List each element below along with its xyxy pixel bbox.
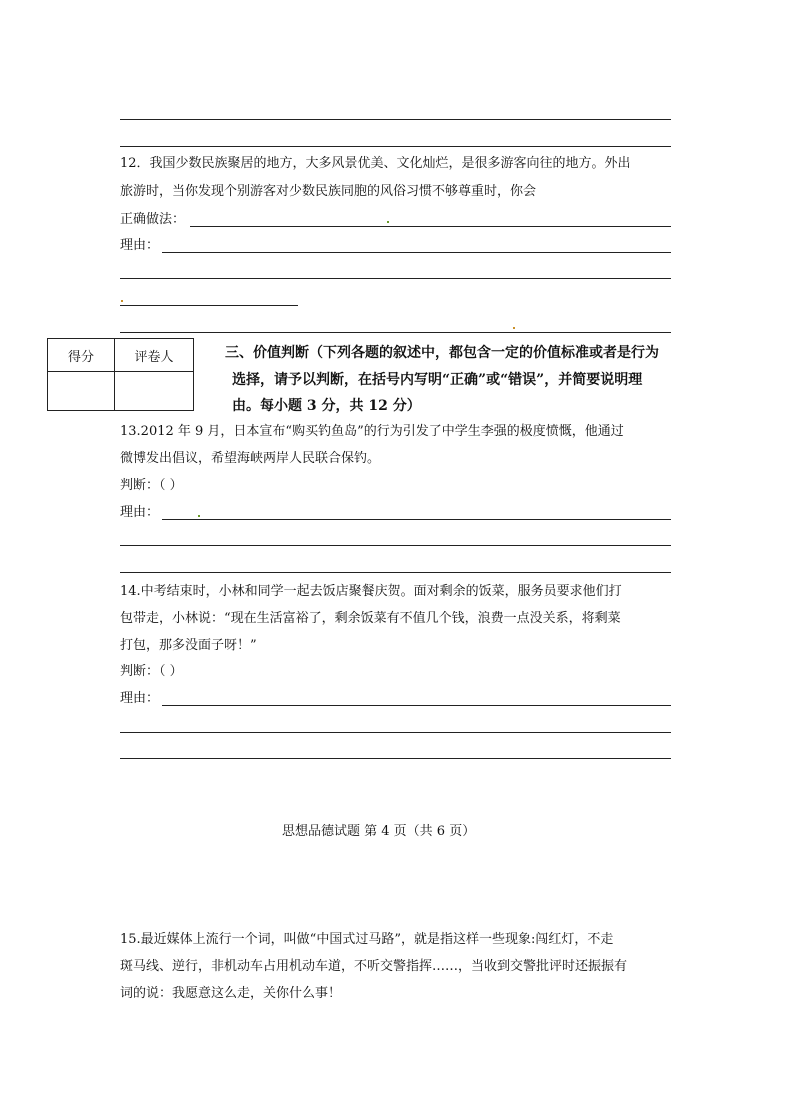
score-header: 得分 [48,339,115,372]
answer-line [120,146,671,147]
q14-line-1: 14.中考结束时，小林和同学一起去饭店聚餐庆贺。面对剩余的饭菜，服务员要求他们打 [120,584,622,599]
speck-mark [387,221,389,223]
q14-reason-answer-line[interactable] [162,705,671,706]
q15-line-1: 15.最近媒体上流行一个词，叫做“中国式过马路”，就是指这样一些现象:闯红灯，不走 [120,932,614,947]
answer-line[interactable] [120,332,671,333]
q13-reason-label: 理由： [120,505,160,520]
q15-line-2: 斑马线、逆行，非机动车占用机动车道，不听交警指挥……，当收到交警批评时还振振有 [120,959,628,974]
grader-cell[interactable] [115,372,194,411]
speck-mark [198,515,200,517]
q13-reason-answer-line[interactable] [162,519,671,520]
score-cell[interactable] [48,372,115,411]
q13-line-2: 微博发出倡议，希望海峡两岸人民联合保钓。 [120,451,381,466]
answer-line[interactable] [120,545,671,546]
section3-heading-line-2: 选择，请予以判断，在括号内写明“正确”或“错误”，并简要说明理 [232,372,643,388]
grader-header: 评卷人 [115,339,194,372]
q13-judge-label[interactable]: 判断：（ ） [120,478,183,493]
q12-line-2: 旅游时，当你发现个别游客对少数民族同胞的风俗习惯不够尊重时，你会 [120,184,537,199]
answer-line[interactable] [120,572,671,573]
answer-line [120,119,671,120]
speck-mark [513,327,515,329]
score-table [47,338,194,411]
q13-line-1: 13.2012 年 9 月，日本宣布“购买钓鱼岛”的行为引发了中学生李强的极度愤慨，他通过 [120,424,624,439]
q12-line-1: 12．我国少数民族聚居的地方，大多风景优美、文化灿烂，是很多游客向往的地方。外出 [120,156,631,171]
q14-reason-label: 理由： [120,691,160,706]
q12-reason-answer-line[interactable] [162,252,671,253]
q14-line-2: 包带走，小林说：“现在生活富裕了，剩余饭菜有不值几个钱，浪费一点没关系，将剩菜 [120,611,621,626]
q12-reason-label: 理由： [120,238,160,253]
q14-line-3: 打包，那多没面子呀！” [120,638,257,653]
q14-judge-label[interactable]: 判断：（ ） [120,664,183,679]
answer-line[interactable] [120,278,671,279]
answer-line[interactable] [120,732,671,733]
speck-mark [121,300,123,302]
page-footer: 思想品德试题 第 4 页（共 6 页） [282,824,476,839]
section3-heading-line-3: 由。每小题 3 分，共 12 分） [232,398,421,414]
answer-line[interactable] [120,305,298,306]
q12-practice-answer-line[interactable] [190,226,671,227]
answer-line[interactable] [120,758,671,759]
q15-line-3: 词的说：我愿意这么走，关你什么事！ [120,986,342,1001]
q12-practice-label: 正确做法： [120,212,186,227]
section3-heading-line-1: 三、价值判断（下列各题的叙述中，都包含一定的价值标准或者是行为 [225,345,659,361]
